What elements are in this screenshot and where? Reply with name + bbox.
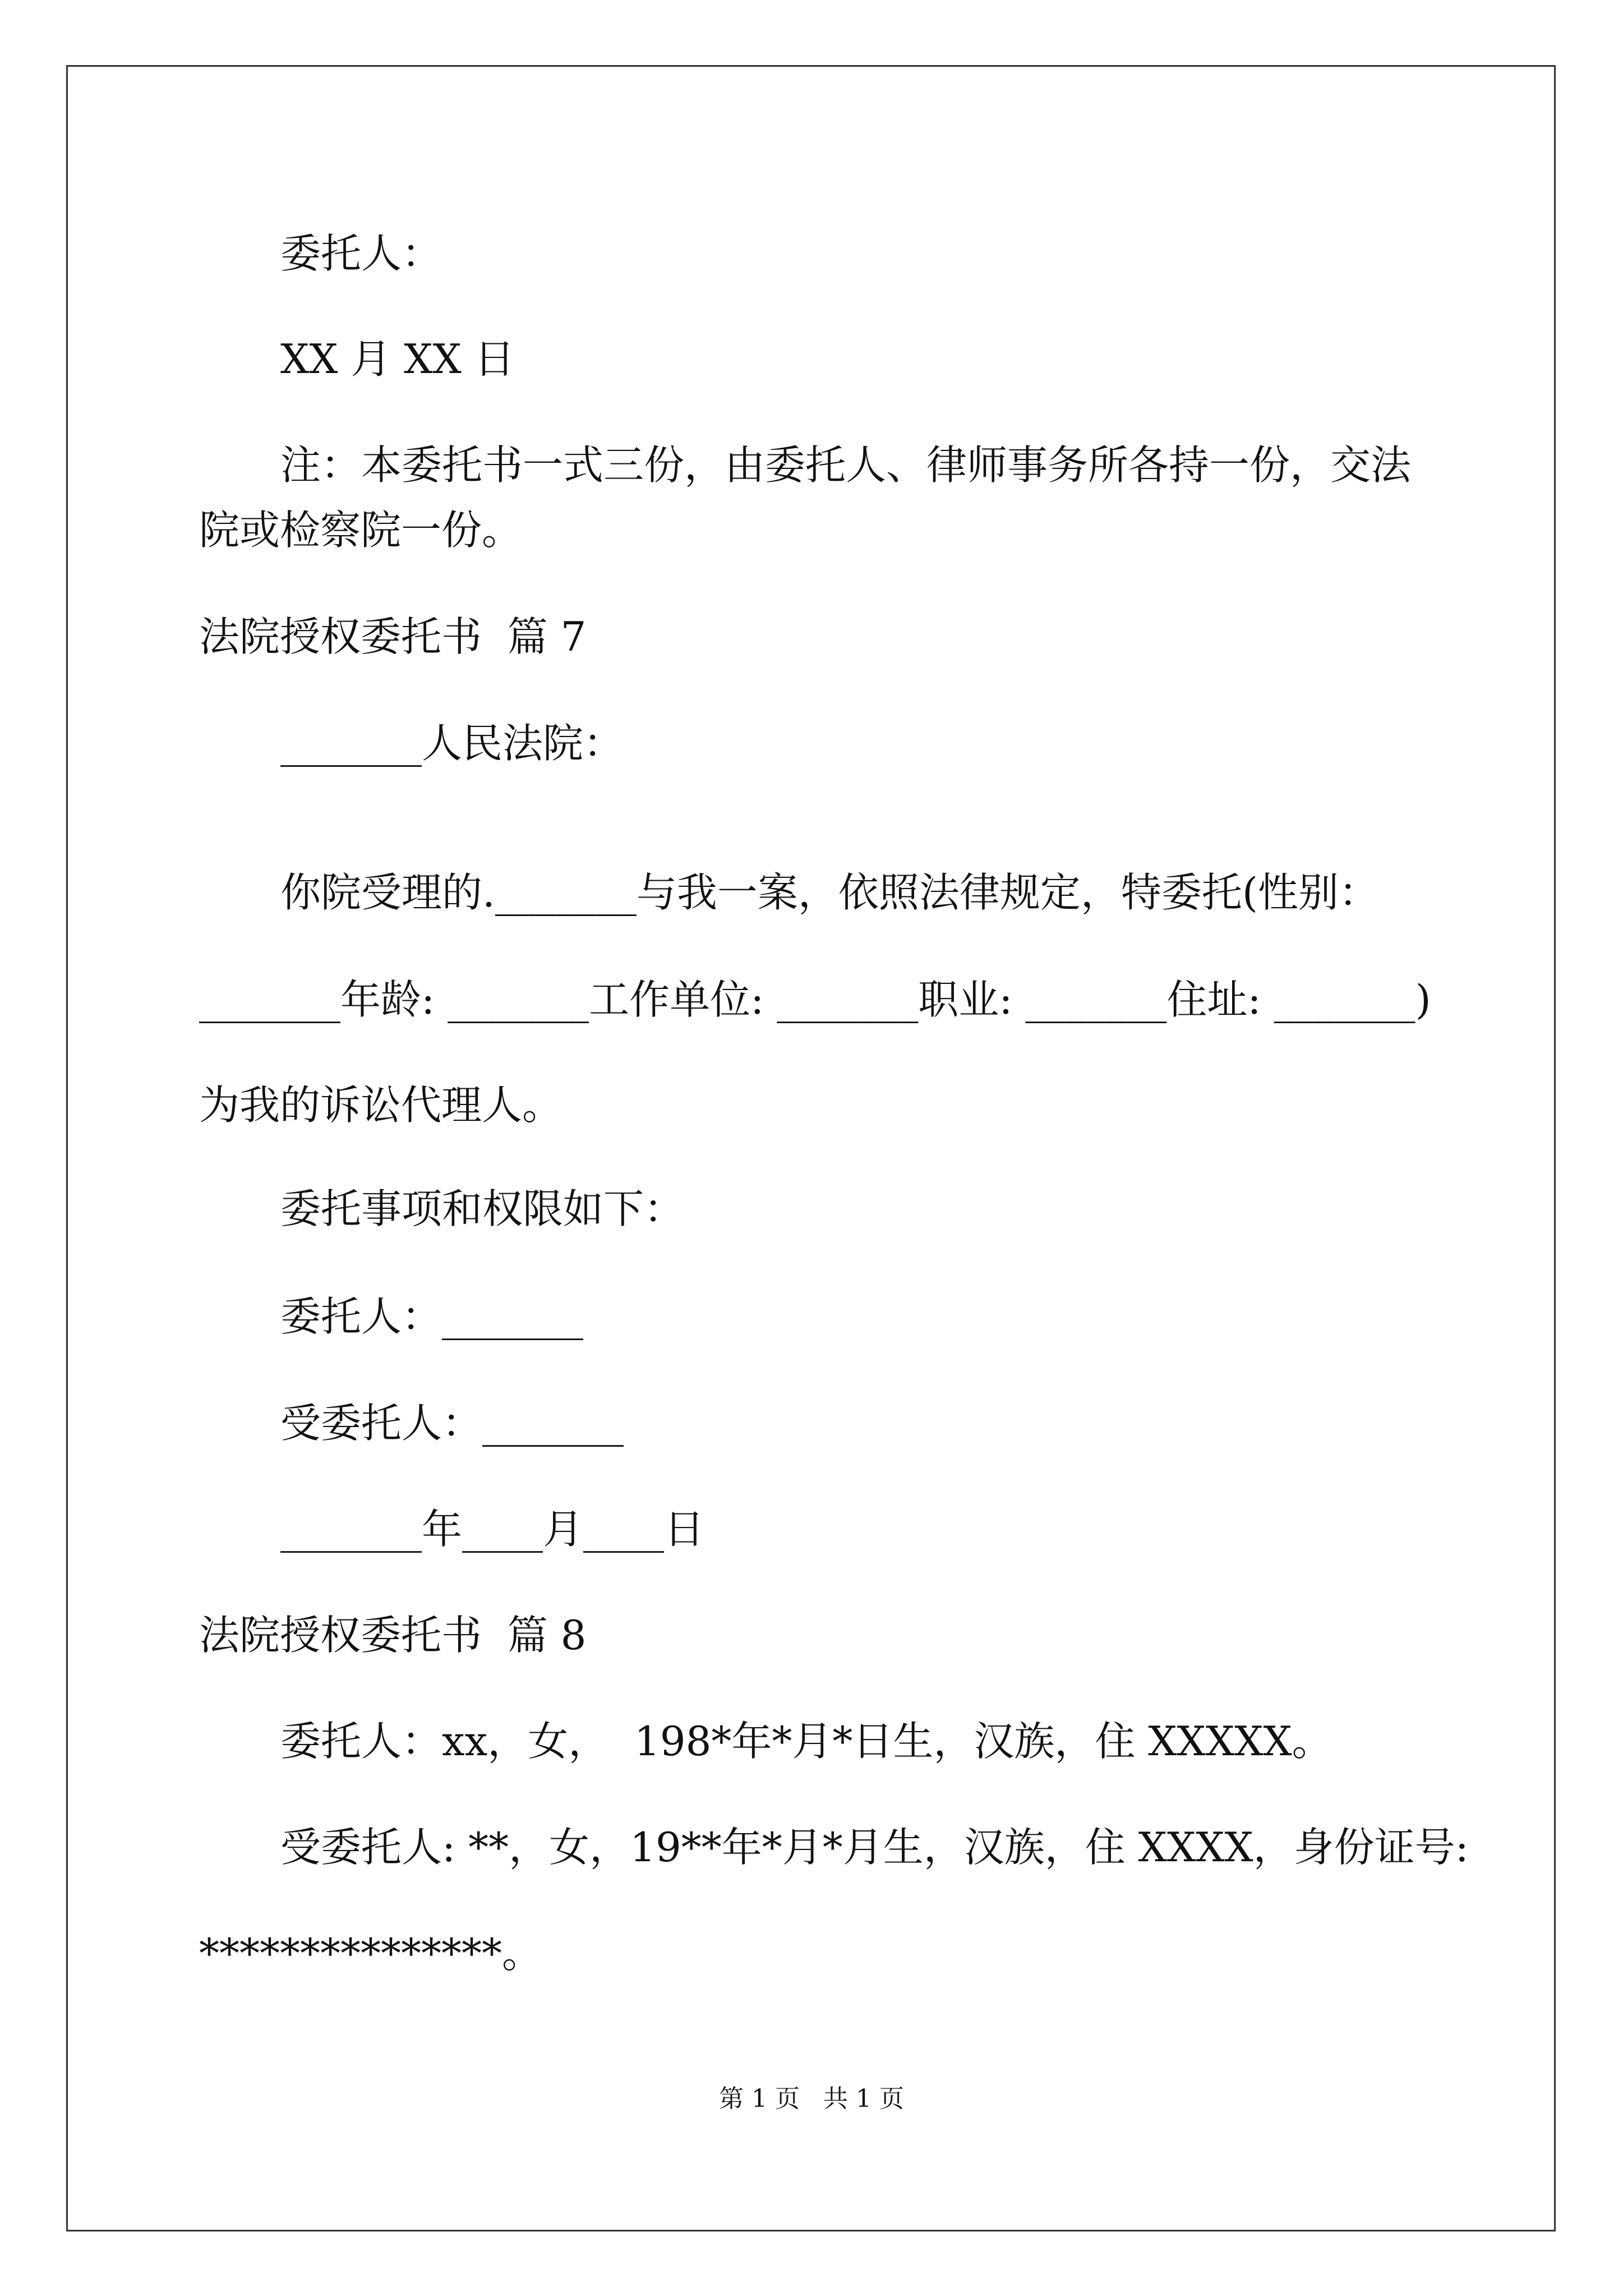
line-note: 注：本委托书一式三份，由委托人、律师事务所各持一份，交法 <box>280 441 1412 489</box>
line-date: XX 月 XX 日 <box>280 335 515 383</box>
line-case-statement: 你院受理的._______与我一案，依照法律规定，特委托(性别： <box>280 869 1379 916</box>
line-agent-role: 为我的诉讼代理人。 <box>199 1082 563 1129</box>
page-border <box>66 65 1556 2231</box>
line-date-blank: _______年____月____日 <box>280 1506 704 1553</box>
section-heading-7: 法院授权委托书 篇 7 <box>199 613 587 660</box>
line-agent-info: 受委托人: **，女，19**年*月*月生，汉族，住 XXXX，身份证号: <box>280 1824 1469 1871</box>
line-principal-signature: 委托人： <box>280 230 442 277</box>
line-court-addressee: _______人民法院： <box>280 720 624 767</box>
page-footer: 第 1 页 共 1 页 <box>719 2085 904 2113</box>
line-authority-intro: 委托事项和权限如下： <box>280 1185 685 1232</box>
line-agent-blank: 受委托人：_______ <box>280 1400 624 1447</box>
line-principal-info: 委托人：xx，女， 198*年*月*日生，汉族，住 XXXXX。 <box>280 1718 1332 1765</box>
line-id-number: ***************。 <box>199 1930 542 1977</box>
line-agent-fields: _______年龄: _______工作单位: _______职业: _______住址: _______) <box>199 976 1431 1023</box>
line-principal-blank: 委托人：_______ <box>280 1293 584 1340</box>
section-heading-8: 法院授权委托书 篇 8 <box>199 1612 587 1659</box>
line-note-continued: 院或检察院一份。 <box>199 507 523 554</box>
